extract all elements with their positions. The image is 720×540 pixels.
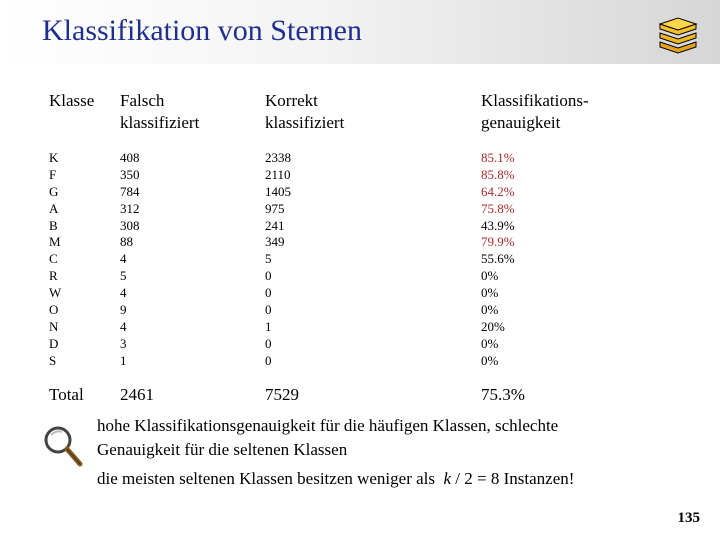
cell-korrekt: 0 <box>265 268 272 284</box>
cell-korrekt: 0 <box>265 352 272 368</box>
cell-korrekt: 2110 <box>265 166 291 182</box>
cell-genauigkeit: 79.9% <box>481 234 515 250</box>
magnifier-icon <box>40 424 96 472</box>
cell-falsch: 308 <box>120 217 140 233</box>
cell-falsch: 312 <box>120 200 140 216</box>
header-klasse: Klasse <box>49 91 95 110</box>
cell-genauigkeit: 64.2% <box>481 183 515 199</box>
cell-falsch: 3 <box>120 335 127 351</box>
cell-falsch: 350 <box>120 166 140 182</box>
cell-klasse: K <box>49 150 59 165</box>
cell-korrekt: 2338 <box>265 150 291 165</box>
cell-klasse: S <box>49 352 57 368</box>
cell-klasse: R <box>49 268 58 284</box>
cell-klasse: N <box>49 318 59 334</box>
cell-klasse: F <box>49 166 57 182</box>
cell-genauigkeit: 0% <box>481 352 499 368</box>
cell-genauigkeit: 85.1% <box>481 150 515 165</box>
total-label: Total <box>49 385 84 404</box>
cell-korrekt: 975 <box>265 200 285 216</box>
header-falsch: Falsch klassifiziert <box>120 91 200 132</box>
cell-genauigkeit: 55.6% <box>481 251 515 267</box>
total-korrekt: 7529 <box>265 385 299 404</box>
cell-falsch: 4 <box>120 285 127 301</box>
cell-korrekt: 1 <box>265 318 272 334</box>
cell-genauigkeit: 43.9% <box>481 217 515 233</box>
header-genauigkeit: Klassifikations- genauigkeit <box>481 91 589 132</box>
cell-korrekt: 0 <box>265 285 272 301</box>
stack-logo-icon <box>656 14 700 54</box>
cell-genauigkeit: 0% <box>481 285 499 301</box>
cell-genauigkeit: 20% <box>481 318 505 334</box>
page-number: 135 <box>677 510 700 526</box>
note-line-2: die meisten seltenen Klassen besitzen weniger als k / 2 = 8 Instanzen! <box>97 469 575 488</box>
column-falsch <box>120 150 140 370</box>
cell-klasse: B <box>49 217 58 233</box>
column-klasse <box>49 150 61 370</box>
cell-korrekt: 241 <box>265 217 285 233</box>
total-genauigkeit: 75.3% <box>481 385 525 404</box>
note-line-1: hohe Klassifikationsgenauigkeit für die häufigen Klassen, schlechte Genauigkeit für die seltenen Klassen <box>97 416 559 459</box>
cell-klasse: O <box>49 302 59 318</box>
cell-klasse: C <box>49 251 58 267</box>
cell-falsch: 4 <box>120 251 127 267</box>
column-korrekt <box>265 150 291 370</box>
cell-falsch: 5 <box>120 268 127 284</box>
cell-korrekt: 349 <box>265 234 285 250</box>
cell-klasse: G <box>49 183 59 199</box>
cell-klasse: M <box>49 234 61 250</box>
header-korrekt: Korrekt klassifiziert <box>265 91 345 132</box>
title-bar <box>0 0 720 64</box>
page-title: Klassifikation von Sternen <box>42 14 362 47</box>
cell-falsch: 408 <box>120 150 140 165</box>
cell-korrekt: 1405 <box>265 183 291 199</box>
cell-genauigkeit: 0% <box>481 335 499 351</box>
cell-genauigkeit: 85.8% <box>481 166 515 182</box>
cell-korrekt: 0 <box>265 302 272 318</box>
cell-genauigkeit: 0% <box>481 268 499 284</box>
cell-genauigkeit: 75.8% <box>481 200 515 216</box>
cell-falsch: 4 <box>120 318 127 334</box>
cell-genauigkeit: 0% <box>481 302 499 318</box>
cell-falsch: 9 <box>120 302 127 318</box>
cell-korrekt: 5 <box>265 251 272 267</box>
column-genauigkeit <box>481 150 515 370</box>
cell-falsch: 1 <box>120 352 127 368</box>
cell-klasse: W <box>49 285 62 301</box>
cell-falsch: 784 <box>120 183 140 199</box>
total-falsch: 2461 <box>120 385 154 404</box>
cell-klasse: A <box>49 200 59 216</box>
cell-korrekt: 0 <box>265 335 272 351</box>
cell-falsch: 88 <box>120 234 133 250</box>
cell-klasse: D <box>49 335 59 351</box>
